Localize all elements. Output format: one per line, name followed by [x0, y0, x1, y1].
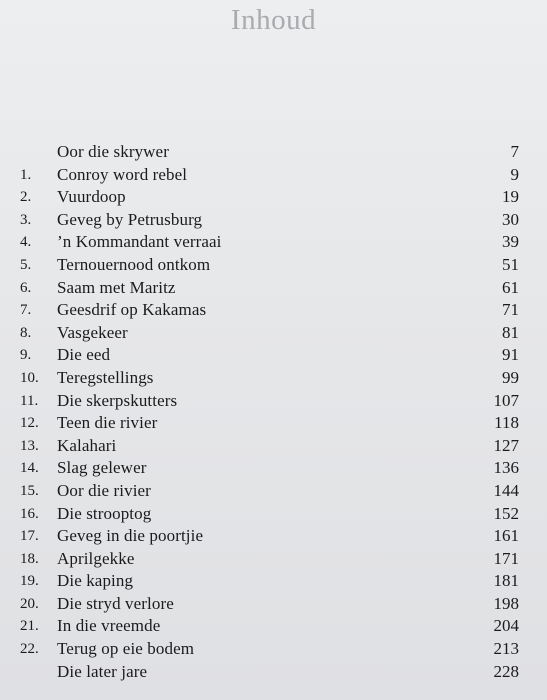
- chapter-number: 3.: [20, 211, 32, 228]
- chapter-number: 6.: [20, 279, 32, 296]
- chapter-title: Vuurdoop: [57, 187, 126, 207]
- toc-entry: [0, 164, 547, 187]
- toc-entry: [0, 141, 547, 164]
- page-number: 204: [493, 616, 519, 636]
- chapter-title: Terug op eie bodem: [57, 639, 195, 659]
- chapter-title: Die kaping: [57, 571, 134, 591]
- toc-entry: [0, 615, 547, 638]
- chapter-number: 11.: [20, 392, 39, 409]
- toc-entry: [0, 548, 547, 571]
- chapter-number: 16.: [20, 505, 39, 522]
- chapter-title: Die later jare: [57, 661, 148, 681]
- chapter-title: Die stryd verlore: [57, 593, 174, 613]
- page-number: 213: [493, 639, 519, 659]
- page-number: 136: [493, 458, 519, 478]
- chapter-title: Kalahari: [57, 435, 117, 455]
- toc-entry: [0, 254, 547, 277]
- toc-entry: [0, 503, 547, 526]
- page-number: 152: [493, 503, 519, 523]
- page-number: 39: [502, 232, 519, 252]
- chapter-title: Slag gelewer: [57, 458, 147, 478]
- chapter-title: Oor die rivier: [57, 480, 151, 500]
- toc-entry: [0, 412, 547, 435]
- page-number: 181: [493, 571, 519, 591]
- chapter-title: Geesdrif op Kakamas: [57, 300, 207, 320]
- chapter-number: 2.: [20, 189, 32, 206]
- chapter-title: Aprilgekke: [57, 548, 135, 568]
- toc-entry: [0, 638, 547, 661]
- toc-entry: [0, 186, 547, 209]
- chapter-number: 5.: [20, 256, 32, 273]
- page-number: 99: [502, 367, 519, 387]
- page-title: Inhoud: [230, 4, 317, 36]
- page-number: 198: [493, 593, 519, 613]
- page-number: 81: [502, 322, 519, 342]
- toc-entry: [0, 480, 547, 503]
- toc-entry: [0, 231, 547, 254]
- page-number: 107: [493, 390, 519, 410]
- toc-entry: [0, 322, 547, 345]
- chapter-number: 7.: [20, 302, 32, 319]
- chapter-title: Vasgekeer: [57, 322, 128, 342]
- page-number: 91: [502, 345, 519, 365]
- table-of-contents: [0, 141, 547, 683]
- chapter-title: Die strooptog: [57, 503, 152, 523]
- page-number: 7: [510, 142, 519, 161]
- page-number: 161: [493, 526, 519, 546]
- page-number: 228: [493, 661, 519, 681]
- toc-entry: [0, 570, 547, 593]
- page-number: 171: [493, 548, 519, 568]
- toc-entry: [0, 390, 547, 413]
- toc-entry: [0, 209, 547, 232]
- chapter-number: 18.: [20, 550, 39, 567]
- toc-entry: [0, 277, 547, 300]
- chapter-number: 15.: [20, 482, 39, 499]
- page-number: 71: [502, 300, 519, 320]
- chapter-number: 13.: [20, 437, 39, 454]
- chapter-number: 4.: [20, 234, 32, 251]
- chapter-number: 9.: [20, 347, 32, 364]
- chapter-title: Die skerpskutters: [57, 390, 178, 410]
- chapter-number: 21.: [20, 618, 39, 635]
- chapter-title: Teregstellings: [57, 367, 154, 387]
- page-number: 144: [493, 480, 519, 500]
- page-number: 51: [502, 254, 519, 274]
- chapter-number: 14.: [20, 460, 39, 477]
- chapter-title: Oor die skrywer: [57, 142, 169, 161]
- toc-entry: [0, 367, 547, 390]
- page-number: 118: [494, 413, 519, 433]
- chapter-number: 12.: [20, 415, 39, 432]
- chapter-number: 20.: [20, 595, 39, 612]
- toc-entry: [0, 299, 547, 322]
- toc-entry: [0, 435, 547, 458]
- page-number: 127: [493, 435, 519, 455]
- toc-entry: [0, 661, 547, 684]
- chapter-title: Die eed: [57, 345, 111, 365]
- chapter-number: 1.: [20, 166, 32, 183]
- toc-entry: [0, 525, 547, 548]
- chapter-title: Geveg by Petrusburg: [57, 209, 203, 229]
- chapter-title: In die vreemde: [57, 616, 161, 636]
- toc-entry: [0, 593, 547, 616]
- chapter-title: Conroy word rebel: [57, 164, 188, 184]
- toc-entry: [0, 344, 547, 367]
- page-number: 9: [510, 164, 519, 184]
- chapter-number: 19.: [20, 573, 39, 590]
- chapter-number: 10.: [20, 369, 39, 386]
- chapter-title: Teen die rivier: [57, 413, 158, 433]
- chapter-number: 17.: [20, 528, 39, 545]
- chapter-title: Geveg in die poortjie: [57, 526, 204, 546]
- chapter-title: ’n Kommandant verraai: [57, 232, 222, 252]
- page-number: 19: [502, 187, 519, 207]
- page-number: 30: [502, 209, 519, 229]
- chapter-title: Ternouernood ontkom: [57, 254, 211, 274]
- toc-entry: [0, 457, 547, 480]
- page-number: 61: [502, 277, 519, 297]
- chapter-title: Saam met Maritz: [57, 277, 176, 297]
- chapter-number: 22.: [20, 641, 39, 658]
- chapter-number: 8.: [20, 324, 32, 341]
